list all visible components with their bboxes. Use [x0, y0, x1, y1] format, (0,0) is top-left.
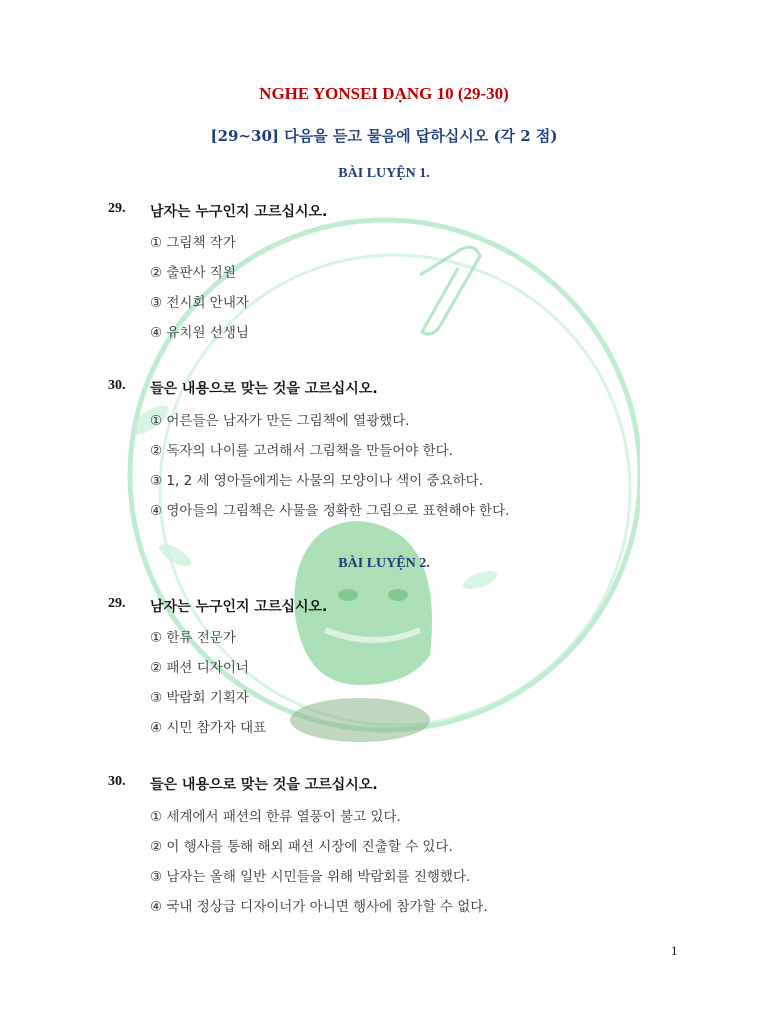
answer-option: ② 패션 디자이너: [150, 660, 249, 676]
answer-option: ② 독자의 나이를 고려해서 그림책을 만들어야 한다.: [150, 443, 453, 459]
answer-option: ③ 1, 2 세 영아들에게는 사물의 모양이나 색이 중요하다.: [150, 473, 484, 489]
instruction-heading: [29~30] 다음을 듣고 물음에 답하십시오 (각 2 점): [210, 127, 558, 145]
section-heading-1: BÀI LUYỆN 1.: [338, 166, 430, 181]
answer-option: ① 그림책 작가: [150, 235, 236, 251]
question-number: 29.: [108, 201, 126, 216]
answer-option: ② 출판사 직원: [150, 265, 236, 281]
answer-option: ③ 박람회 기획자: [150, 690, 249, 706]
answer-option: ① 어른들은 남자가 만든 그림책에 열광했다.: [150, 413, 410, 429]
answer-option: ① 세계에서 패션의 한류 열풍이 불고 있다.: [150, 809, 401, 825]
document-title: NGHE YONSEI DẠNG 10 (29-30): [259, 84, 509, 103]
answer-option: ④ 국내 정상급 디자이너가 아니면 행사에 참가할 수 없다.: [150, 899, 488, 915]
page-number: 1: [671, 943, 678, 958]
question-prompt: 들은 내용으로 맞는 것을 고르십시오.: [150, 381, 378, 397]
question-number: 30.: [108, 378, 126, 393]
answer-option: ③ 전시회 안내자: [150, 295, 249, 311]
answer-option: ④ 시민 참가자 대표: [150, 720, 267, 736]
question-number: 29.: [108, 596, 126, 611]
section-heading-2: BÀI LUYỆN 2.: [338, 556, 430, 571]
answer-option: ③ 남자는 올해 일반 시민들을 위해 박람회를 진행했다.: [150, 869, 471, 885]
question-prompt: 남자는 누구인지 고르십시오.: [150, 204, 328, 220]
answer-option: ① 한류 전문가: [150, 630, 236, 646]
answer-option: ② 이 행사를 통해 해외 패션 시장에 진출할 수 있다.: [150, 839, 453, 855]
answer-option: ④ 영아들의 그림책은 사물을 정확한 그림으로 표현해야 한다.: [150, 503, 510, 519]
question-number: 30.: [108, 774, 126, 789]
question-prompt: 들은 내용으로 맞는 것을 고르십시오.: [150, 777, 378, 793]
answer-option: ④ 유치원 선생님: [150, 325, 249, 341]
question-prompt: 남자는 누구인지 고르십시오.: [150, 599, 328, 615]
